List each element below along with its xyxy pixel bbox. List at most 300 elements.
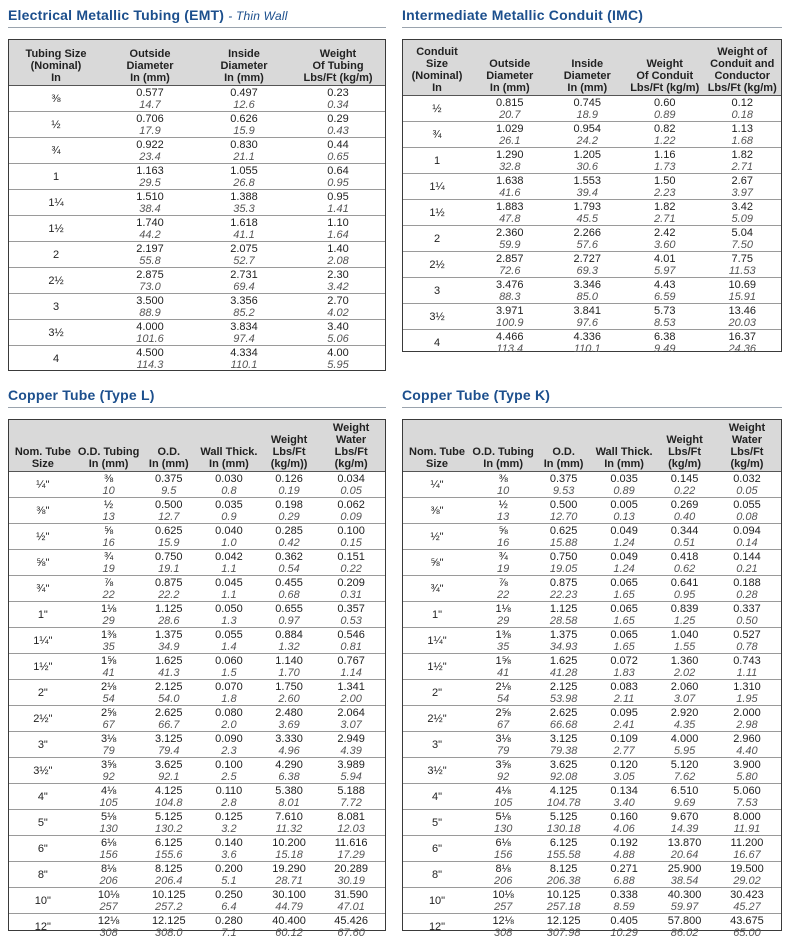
wc-cell <box>703 226 781 252</box>
metric-value: 66.68 <box>549 718 578 731</box>
w-cell <box>656 732 713 758</box>
imperial-value: 0.497 <box>230 86 258 99</box>
size-cell: 3½" <box>403 758 471 784</box>
column-header-line: Weight of <box>717 46 768 58</box>
size-cell: ⅜ <box>9 86 103 112</box>
emt-header-row <box>9 40 385 86</box>
metric-value: 7.62 <box>673 770 696 783</box>
metric-value: 23.4 <box>139 150 161 163</box>
wt-cell <box>592 706 656 732</box>
metric-value: 114.3 <box>136 358 164 371</box>
size-cell: ½" <box>9 524 77 550</box>
copper-l-table-panel <box>8 419 386 939</box>
metric-value: 110.1 <box>230 358 258 371</box>
column-header-line: In (mm) <box>543 458 584 470</box>
metric-value: 1.5 <box>221 666 237 679</box>
metric-value: 257.18 <box>546 900 581 913</box>
metric-value: 29.5 <box>139 176 161 189</box>
od-cell <box>471 174 548 200</box>
table-row <box>9 498 385 524</box>
column-header-line: Wall Thick. <box>200 446 258 458</box>
imperial-value: ¾ <box>498 550 508 563</box>
imperial-value: 0.080 <box>215 706 243 719</box>
imperial-value: ½ <box>498 498 508 511</box>
odt-cell <box>471 498 535 524</box>
metric-value: 29 <box>497 614 510 627</box>
table-row <box>9 472 385 498</box>
w-cell <box>656 524 713 550</box>
metric-value: 28.58 <box>549 614 578 627</box>
od-cell <box>141 914 197 940</box>
metric-value: 0.65 <box>327 150 349 163</box>
metric-value: 8.53 <box>654 316 676 329</box>
size-cell: ½" <box>403 524 471 550</box>
imperial-value: 1.375 <box>155 628 183 641</box>
table-row <box>403 472 781 498</box>
metric-value: 7.50 <box>731 238 753 251</box>
table-row <box>403 226 781 252</box>
size-cell: ¾" <box>9 576 77 602</box>
wc-cell <box>703 200 781 226</box>
imperial-value: 13.870 <box>667 836 702 849</box>
column-header-line: Tubing Size <box>25 48 87 60</box>
wc-cell <box>703 304 781 330</box>
metric-value: 19.05 <box>549 562 578 575</box>
metric-value: 30.19 <box>337 874 365 887</box>
metric-value: 0.29 <box>278 510 300 523</box>
metric-value: 32.8 <box>499 160 521 173</box>
wt-cell <box>592 472 656 498</box>
table-row <box>403 862 781 888</box>
imperial-value: 3.356 <box>230 294 258 307</box>
odt-cell <box>471 576 535 602</box>
od-cell <box>103 164 197 190</box>
metric-value: 1.8 <box>221 692 237 705</box>
metric-value: 4.39 <box>340 744 362 757</box>
imperial-value: 0.035 <box>215 498 243 511</box>
imperial-value: 2.70 <box>327 294 349 307</box>
column-header-line: (kg/m)) <box>270 458 308 470</box>
column-header <box>471 40 548 96</box>
metric-value: 0.19 <box>278 484 300 497</box>
metric-value: 16 <box>102 536 115 549</box>
copper-l-table <box>9 420 385 940</box>
od-cell <box>141 576 197 602</box>
imperial-value: 1.625 <box>155 654 183 667</box>
imperial-value: 4.466 <box>496 330 524 343</box>
od-cell <box>141 524 197 550</box>
imperial-value: 0.065 <box>610 628 638 641</box>
imperial-value: 0.209 <box>337 576 365 589</box>
od-cell <box>141 784 197 810</box>
table-row <box>403 252 781 278</box>
imperial-value: 7.610 <box>275 810 303 823</box>
imperial-value: 3.625 <box>155 758 183 771</box>
size-cell: 5" <box>403 810 471 836</box>
size-cell: 2½ <box>9 268 103 294</box>
imperial-value: 0.375 <box>549 472 578 485</box>
od-cell <box>141 498 197 524</box>
imperial-value: 0.655 <box>275 602 303 615</box>
imperial-value: 0.140 <box>215 836 243 849</box>
metric-value: 0.13 <box>613 510 635 523</box>
metric-value: 11.32 <box>275 822 303 835</box>
metric-value: 47.01 <box>337 900 365 913</box>
imperial-value: 2⅝ <box>100 706 117 719</box>
imperial-value: 2⅛ <box>495 680 511 693</box>
table-row <box>403 200 781 226</box>
imc-rule <box>402 27 782 28</box>
metric-value: 0.68 <box>278 588 300 601</box>
imperial-value: 1.310 <box>733 680 761 693</box>
imperial-value: 1.360 <box>670 654 699 667</box>
imperial-value: 5.125 <box>155 810 183 823</box>
w-cell <box>291 320 385 346</box>
imperial-value: 11.616 <box>334 836 368 849</box>
metric-value: 1.41 <box>327 202 349 215</box>
column-header-line: Inside <box>228 48 260 60</box>
metric-value: 2.3 <box>221 744 237 757</box>
imperial-value: 1⅝ <box>495 654 511 667</box>
od-cell <box>471 330 548 356</box>
metric-value: 67.60 <box>337 926 365 939</box>
wt-cell <box>197 680 261 706</box>
imperial-value: 2.857 <box>496 252 524 265</box>
metric-value: 1.32 <box>278 640 300 653</box>
wt-cell <box>197 524 261 550</box>
imperial-value: 2.30 <box>327 268 349 281</box>
od-cell <box>141 628 197 654</box>
imperial-value: 0.083 <box>610 680 638 693</box>
metric-value: 0.05 <box>340 484 362 497</box>
table-row <box>9 758 385 784</box>
imperial-value: 0.045 <box>215 576 243 589</box>
imperial-value: 0.060 <box>215 654 243 667</box>
wt-cell <box>592 602 656 628</box>
column-header-line: Of Conduit <box>636 70 694 82</box>
metric-value: 3.42 <box>327 280 349 293</box>
ww-cell <box>713 758 781 784</box>
metric-value: 0.15 <box>340 536 362 549</box>
metric-value: 30.6 <box>576 160 598 173</box>
column-header-line: Nom. Tube <box>14 446 71 458</box>
imperial-value: 57.800 <box>667 914 702 927</box>
w-cell <box>291 138 385 164</box>
imperial-value: 0.500 <box>155 498 183 511</box>
w-cell <box>656 550 713 576</box>
imperial-value: 5⅛ <box>100 810 117 823</box>
size-cell: ⅝" <box>403 550 471 576</box>
metric-value: 0.50 <box>736 614 758 627</box>
metric-value: 21.1 <box>233 150 255 163</box>
table-row <box>9 810 385 836</box>
column-header-line: Lbs/Ft <box>668 446 702 458</box>
imperial-value: 4.000 <box>136 320 164 333</box>
ww-cell <box>713 862 781 888</box>
od-cell <box>141 472 197 498</box>
metric-value: 41.3 <box>158 666 180 679</box>
imperial-value: 0.269 <box>670 498 699 511</box>
w-cell <box>626 122 703 148</box>
imperial-value: 0.160 <box>610 810 638 823</box>
metric-value: 85.2 <box>233 306 255 319</box>
copper-k-table <box>403 420 781 940</box>
metric-value: 1.83 <box>613 666 635 679</box>
ww-cell <box>317 810 385 836</box>
metric-value: 3.97 <box>731 186 753 199</box>
imperial-value: 1⅜ <box>495 628 511 641</box>
table-row <box>9 320 385 346</box>
column-header-line: Inside <box>571 58 604 70</box>
emt-table-panel <box>8 39 386 371</box>
metric-value: 14.39 <box>670 822 699 835</box>
column-header-line: In (mm) <box>209 458 249 470</box>
metric-value: 59.9 <box>499 238 521 251</box>
metric-value: 41 <box>102 666 115 679</box>
imperial-value: ⅜ <box>104 472 114 485</box>
column-header-line: Lbs/Ft (kg/m) <box>730 446 764 470</box>
metric-value: 29.02 <box>733 874 761 887</box>
metric-value: 10.29 <box>610 926 638 939</box>
imperial-value: 0.055 <box>215 628 243 641</box>
metric-value: 54 <box>102 692 115 705</box>
metric-value: 0.95 <box>673 588 696 601</box>
size-cell: 2½ <box>403 252 471 278</box>
imperial-value: 1⅛ <box>100 602 117 615</box>
ww-cell <box>713 680 781 706</box>
metric-value: 3.6 <box>221 848 237 861</box>
metric-value: 0.09 <box>340 510 362 523</box>
id-cell <box>197 346 291 372</box>
id-cell <box>549 200 626 226</box>
imperial-value: 0.030 <box>215 472 243 485</box>
metric-value: 0.40 <box>673 510 696 523</box>
imperial-value: 2.731 <box>230 268 258 281</box>
metric-value: 15.91 <box>728 290 756 303</box>
column-header-line: Outside <box>129 48 171 60</box>
imperial-value: 43.675 <box>730 914 764 927</box>
od-cell <box>535 472 592 498</box>
column-header-line: Conduit <box>416 46 458 58</box>
metric-value: 41.28 <box>549 666 578 679</box>
table-row <box>403 122 781 148</box>
imperial-value: ⅞ <box>498 576 508 589</box>
metric-value: 44.79 <box>275 900 303 913</box>
metric-value: 19 <box>497 562 510 575</box>
imc-title: Intermediate Metallic Conduit (IMC) <box>402 7 644 23</box>
w-cell <box>291 346 385 372</box>
column-header <box>9 40 103 86</box>
wc-cell <box>703 330 781 356</box>
metric-value: 53.98 <box>549 692 578 705</box>
imc-header-row <box>403 40 781 96</box>
metric-value: 1.4 <box>221 640 237 653</box>
imperial-value: 0.455 <box>275 576 303 589</box>
imperial-value: 5.188 <box>337 784 365 797</box>
column-header-line: Weight <box>332 422 370 434</box>
w-cell <box>626 304 703 330</box>
table-row <box>403 96 781 122</box>
size-cell: 1½" <box>9 654 77 680</box>
metric-value: 0.81 <box>340 640 362 653</box>
size-cell: 2 <box>9 242 103 268</box>
imperial-value: 1⅝ <box>100 654 117 667</box>
w-cell <box>291 112 385 138</box>
id-cell <box>197 86 291 112</box>
column-header <box>103 40 197 86</box>
wc-cell <box>703 278 781 304</box>
wt-cell <box>592 784 656 810</box>
metric-value: 0.18 <box>731 108 753 121</box>
metric-value: 5.95 <box>673 744 696 757</box>
metric-value: 4.35 <box>673 718 696 731</box>
column-header <box>403 40 471 96</box>
ww-cell <box>317 680 385 706</box>
w-cell <box>261 914 317 940</box>
ww-cell <box>713 498 781 524</box>
wt-cell <box>592 758 656 784</box>
imperial-value: 5.060 <box>733 784 761 797</box>
size-cell: 2" <box>9 680 77 706</box>
size-cell: 4" <box>9 784 77 810</box>
w-cell <box>656 602 713 628</box>
wt-cell <box>592 628 656 654</box>
imperial-value: 4.01 <box>654 252 676 265</box>
imperial-value: 4.125 <box>155 784 183 797</box>
imperial-value: 19.500 <box>730 862 764 875</box>
ww-cell <box>317 602 385 628</box>
ww-cell <box>713 914 781 940</box>
wc-cell <box>703 96 781 122</box>
size-cell: 12" <box>428 920 446 933</box>
metric-value: 5.06 <box>327 332 349 345</box>
metric-value: 22.2 <box>158 588 180 601</box>
imperial-value: 0.29 <box>327 112 349 125</box>
id-cell <box>197 242 291 268</box>
size-cell: 1 <box>9 164 103 190</box>
metric-value: 54.0 <box>158 692 180 705</box>
odt-cell <box>77 758 141 784</box>
od-cell <box>103 86 197 112</box>
metric-value: 66.7 <box>158 718 180 731</box>
imperial-value: 0.109 <box>610 732 638 745</box>
od-cell <box>471 96 548 122</box>
metric-value: 79 <box>102 744 115 757</box>
metric-value: 47.8 <box>499 212 521 225</box>
table-row <box>403 304 781 330</box>
imperial-value: 0.875 <box>155 576 183 589</box>
column-header-line: Weight <box>270 434 308 446</box>
imperial-value: 8.125 <box>549 862 578 875</box>
w-cell <box>626 96 703 122</box>
imperial-value: 0.034 <box>337 472 365 485</box>
id-cell <box>549 174 626 200</box>
imperial-value: 3⅛ <box>100 732 117 745</box>
column-header-line: In (mm) <box>88 458 129 470</box>
odt-cell <box>77 888 141 914</box>
wt-cell <box>197 602 261 628</box>
metric-value: 41.6 <box>499 186 521 199</box>
table-row <box>9 706 385 732</box>
odt-cell <box>471 914 535 940</box>
column-header-line: In (mm) <box>489 82 530 94</box>
w-cell <box>656 914 713 940</box>
imperial-value: 11.200 <box>730 836 764 849</box>
column-header <box>403 420 471 472</box>
wt-cell <box>197 784 261 810</box>
metric-value: 6.4 <box>221 900 237 913</box>
imperial-value: 2.960 <box>733 732 761 745</box>
column-header-line: Weight <box>319 48 357 60</box>
metric-value: 1.95 <box>736 692 758 705</box>
imperial-value: 0.125 <box>215 810 243 823</box>
metric-value: 65.00 <box>733 926 761 939</box>
metric-value: 2.8 <box>221 796 237 809</box>
metric-value: 156 <box>493 848 513 861</box>
imperial-value: 1.625 <box>549 654 578 667</box>
imperial-value: 2.480 <box>275 706 303 719</box>
metric-value: 308 <box>99 926 118 939</box>
metric-value: 1.55 <box>673 640 696 653</box>
od-cell <box>141 680 197 706</box>
imperial-value: 4⅛ <box>100 784 117 797</box>
w-cell <box>261 680 317 706</box>
odt-cell <box>471 758 535 784</box>
imperial-value: 2.727 <box>573 252 602 265</box>
w-cell <box>261 888 317 914</box>
metric-value: 13 <box>497 510 510 523</box>
metric-value: 38.4 <box>139 202 161 215</box>
imperial-value: 40.300 <box>667 888 702 901</box>
imperial-value: 6.125 <box>155 836 183 849</box>
id-cell <box>197 164 291 190</box>
column-header-line: (kg/m) <box>668 458 702 470</box>
column-header <box>713 420 781 472</box>
size-cell: ⅜" <box>403 498 471 524</box>
metric-value: 1.11 <box>736 666 758 679</box>
metric-value: 2.71 <box>654 212 676 225</box>
metric-value: 67 <box>102 718 115 731</box>
imperial-value: 30.100 <box>272 888 306 901</box>
metric-value: 5.09 <box>731 212 753 225</box>
metric-value: 44.2 <box>139 228 161 241</box>
table-row <box>403 680 781 706</box>
imperial-value: 2.266 <box>573 226 602 239</box>
table-row <box>9 346 385 372</box>
metric-value: 57.6 <box>576 238 598 251</box>
od-cell <box>471 148 548 174</box>
metric-value: 0.89 <box>654 108 676 121</box>
wt-cell <box>197 628 261 654</box>
metric-value: 257 <box>493 900 513 913</box>
metric-value: 28.6 <box>158 614 180 627</box>
odt-cell <box>77 498 141 524</box>
column-header-line: In (mm) <box>483 458 524 470</box>
imperial-value: 3.346 <box>573 278 602 291</box>
emt-title <box>8 7 288 23</box>
imperial-value: 0.065 <box>610 576 638 589</box>
metric-value: 3.60 <box>654 238 676 251</box>
metric-value: 86.02 <box>670 926 699 939</box>
od-cell <box>535 576 592 602</box>
imperial-value: 0.954 <box>573 122 602 135</box>
imperial-value: 0.055 <box>733 498 761 511</box>
size-cell: ½ <box>9 112 103 138</box>
metric-value: 0.89 <box>613 484 635 497</box>
column-header-line: O.D. <box>157 446 181 458</box>
metric-value: 60.12 <box>275 926 303 939</box>
imperial-value: 0.884 <box>275 628 303 641</box>
